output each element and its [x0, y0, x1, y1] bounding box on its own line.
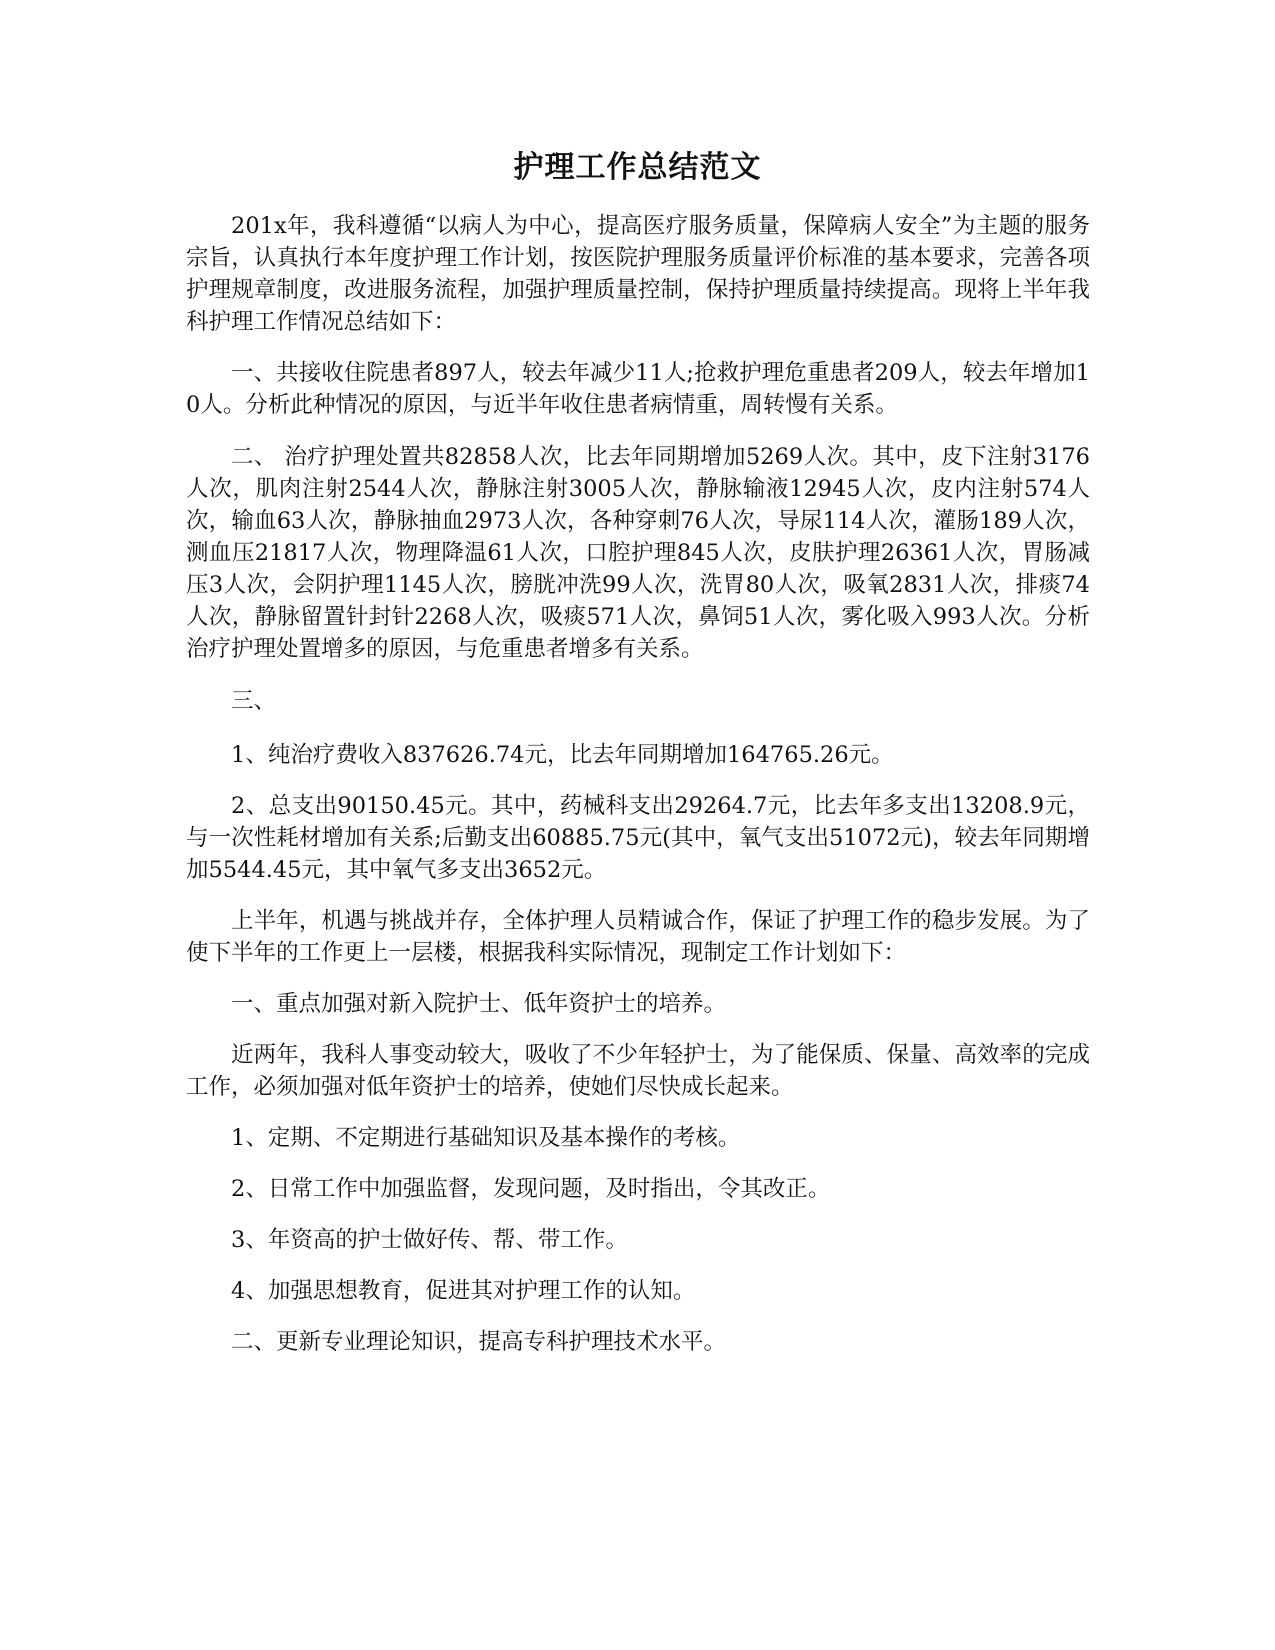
paragraph-section-three: 三、 — [231, 688, 277, 714]
list-item-assessment: 1、定期、不定期进行基础知识及基本操作的考核。 — [231, 1125, 741, 1151]
paragraph-staff-change: 近两年，我科人事变动较大，吸收了不少年轻护士，为了能保质、保量、高效率的完成工作，必须加强对低年资护士的培养，使她们尽快成长起来。 — [186, 1042, 1090, 1100]
paragraph-expenditure: 2、总支出90150.45元。其中，药械科支出29264.7元，比去年多支出13208.9元，与一次性耗材增加有关系;后勤支出60885.75元(其中，氧气支出51072元)，较去年同期增加5544.45元，其中氧气多支出3652元。 — [186, 793, 1090, 883]
document-body — [186, 210, 1090, 1358]
paragraph-plan-one: 一、重点加强对新入院护士、低年资护士的培养。 — [231, 991, 727, 1017]
document-title: 护理工作总结范文 — [513, 150, 762, 185]
paragraph-income: 1、纯治疗费收入837626.74元，比去年同期增加164765.26元。 — [231, 742, 894, 768]
list-item-mentoring: 3、年资高的护士做好传、帮、带工作。 — [231, 1227, 628, 1253]
list-item-supervision: 2、日常工作中加强监督，发现问题，及时指出，令其改正。 — [231, 1176, 831, 1202]
paragraph-plan-intro: 上半年，机遇与挑战并存，全体护理人员精诚合作，保证了护理工作的稳步发展。为了使下半年的工作更上一层楼，根据我科实际情况，现制定工作计划如下： — [186, 908, 1090, 966]
list-item-education: 4、加强思想教育，促进其对护理工作的认知。 — [231, 1278, 696, 1304]
paragraph-intro: 201x年，我科遵循“以病人为中心，提高医疗服务质量，保障病人安全”为主题的服务宗旨，认真执行本年度护理工作计划，按医院护理服务质量评价标准的基本要求，完善各项护理规章制度，改进服务流程，加强护理质量控制，保持护理质量持续提高。现将上半年我科护理工作情况总结如下： — [186, 213, 1090, 335]
paragraph-plan-two: 二、更新专业理论知识，提高专科护理技术水平。 — [231, 1329, 727, 1355]
paragraph-patients: 一、共接收住院患者897人，较去年减少11人;抢救护理危重患者209人，较去年增加10人。分析此种情况的原因，与近半年收住患者病情重，周转慢有关系。 — [186, 360, 1090, 418]
paragraph-treatments: 二、 治疗护理处置共82858人次，比去年同期增加5269人次。其中，皮下注射3176人次，肌肉注射2544人次，静脉注射3005人次，静脉输液12945人次，皮内注射574人次，输血63人次，静脉抽血2973人次，各种穿刺76人次，导尿114人次，灌肠189人次，测血压21817人次，物理降温61人次，口腔护理845人次，皮肤护理26361人次，胃肠减压3人次，会阴护理1145人次，膀胱冲洗99人次，洗胃80人次，吸氧2831人次，排痰74人次，静脉留置针封针2268人次，吸痰571人次，鼻饲51人次，雾化吸入993人次。分析治疗护理处置增多的原因，与危重患者增多有关系。 — [186, 444, 1090, 662]
